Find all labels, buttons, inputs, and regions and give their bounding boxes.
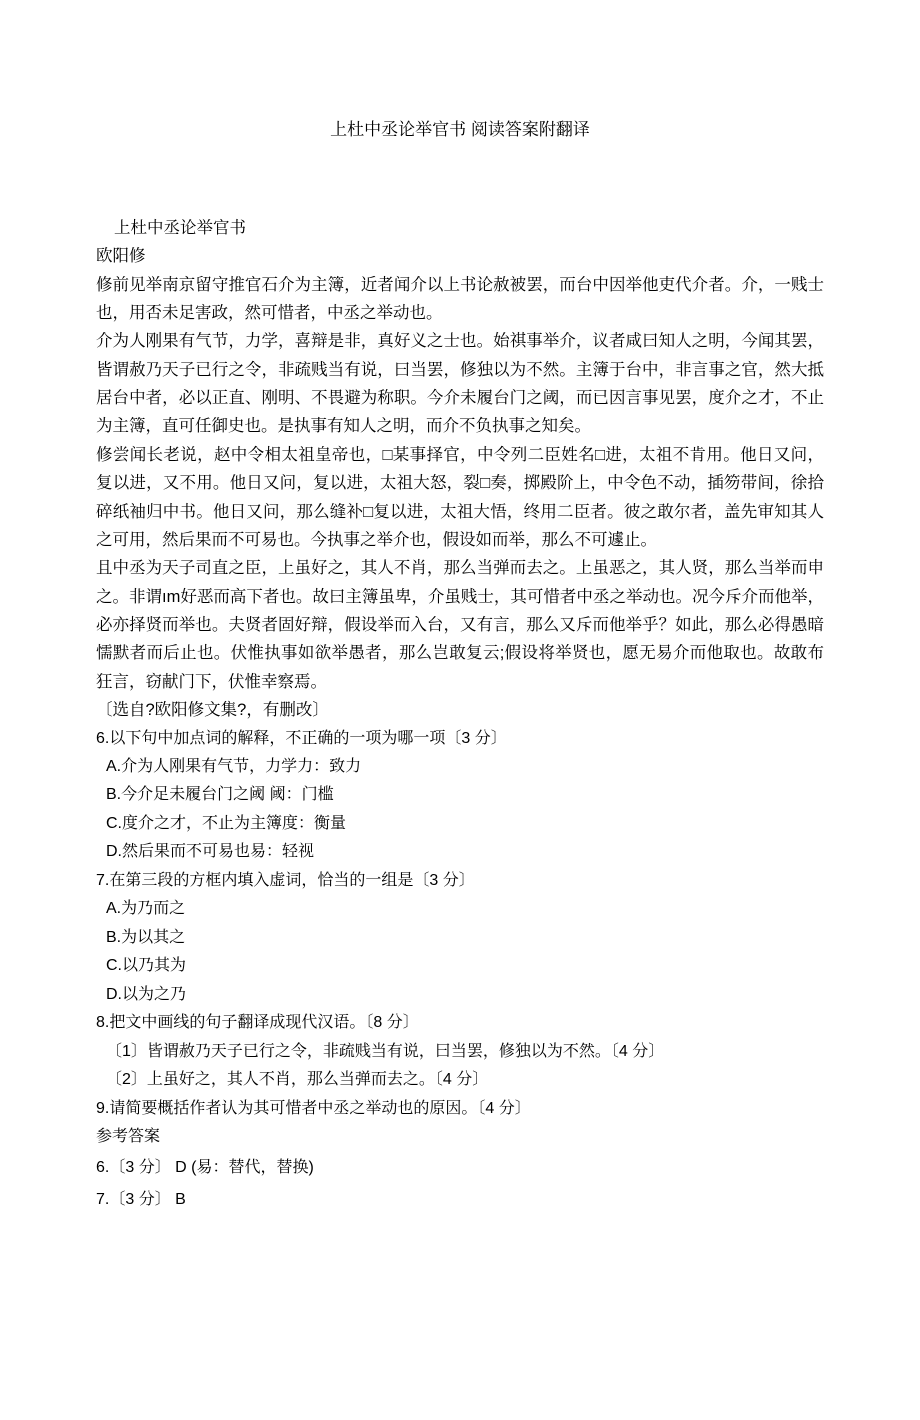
article-author: 欧阳修: [96, 247, 146, 266]
title-spacer: [96, 142, 824, 214]
body-paragraph-1: 修前见举南京留守推官石介为主簿，近者闻介以上书论赦被罢，而台中因举他吏代介者。介，一贱士也，用否未足害政，然可惜者，中丞之举动也。: [96, 275, 824, 322]
question-7-option-a: A.为乃而之: [106, 900, 186, 918]
question-6-option-b: B.今介足未履台门之阈 阈：门槛: [106, 786, 334, 804]
question-7-option-c: C.以乃其为: [106, 957, 187, 975]
question-8-stem: 8.把文中画线的句子翻译成现代汉语。〔8 分〕: [96, 1014, 419, 1032]
article-title: 上杜中丞论举官书: [114, 218, 246, 237]
question-8-item-1: 〔1〕皆谓赦乃天子已行之令，非疏贱当有说，曰当罢，修独以为不然。〔4 分〕: [106, 1042, 665, 1060]
document-page: [0, 118, 920, 1420]
body-paragraph-4: 且中丞为天子司直之臣，上虽好之，其人不肖，那么当弹而去之。上虽恶之，其人贤，那么当举而申之。非谓ım好恶而高下者也。故曰主簿虽卑，介虽贱士，其可惜者中丞之举动也。况今斥介而他举，必亦择贤而举也。夫贤者固好辩，假设举而入台，又有言，那么又斥而他举乎？如此，那么必得愚暗懦默者而后止也。伏惟执事如欲举愚者，那么岂敢复云;假设将举贤也，愿无易介而他取也。故敢布狂言，窃献门下，伏惟幸察焉。: [96, 559, 824, 691]
body-paragraph-3: 修尝闻长老说，赵中令相太祖皇帝也，□某事择官，中令列二臣姓名□进，太祖不肯用。他日又问，复以进，又不用。他日又问，复以进，太祖大怒，裂□奏，掷殿阶上，中令色不动，插笏带间，徐拾碎纸袖归中书。他日又问，那么缝补□复以进，太祖大悟，终用二臣者。彼之敢尔者，盖先审知其人之可用，然后果而不可易也。今执事之举介也，假设如而举，那么不可遽止。: [96, 445, 824, 549]
question-6-option-c: C.度介之才，不止为主簿度：衡量: [106, 814, 347, 832]
question-6-option-a: A.介为人刚果有气节，力学力：致力: [106, 758, 362, 776]
body-paragraph-2: 介为人刚果有气节，力学，喜辩是非，真好义之士也。始祺事举介，议者咸曰知人之明，今闻其罢，皆谓赦乃天子已行之令，非疏贱当有说，曰当罢，修独以为不然。主簿于台中，非言事之官，然大抵居台中者，必以正直、刚明、不畏避为称职。今介未履台门之阈，而已因言事见罢，度介之才，不止为主簿，直可任御史也。是执事有知人之明，而介不负执事之知矣。: [96, 332, 824, 436]
question-6-option-d: D.然后果而不可易也易：轻视: [106, 843, 315, 861]
question-6-stem: 6.以下句中加点词的解释，不正确的一项为哪一项〔3 分〕: [96, 729, 507, 747]
source-note: 〔选自?欧阳修文集?，有删改〕: [96, 701, 329, 720]
answer-7: 7.〔3 分〕 B: [96, 1190, 186, 1208]
page-title: 上杜中丞论举官书 阅读答案附翻译: [330, 120, 590, 139]
question-7-stem: 7.在第三段的方框内填入虚词，恰当的一组是〔3 分〕: [96, 871, 475, 889]
question-8-item-2: 〔2〕上虽好之，其人不肖，那么当弹而去之。〔4 分〕: [106, 1071, 489, 1089]
question-7-option-d: D.以为之乃: [106, 985, 187, 1003]
question-7-option-b: B.为以其之: [106, 928, 186, 946]
answer-6: 6.〔3 分〕 D (易：替代，替换): [96, 1158, 314, 1176]
answers-heading: 参考答案: [96, 1128, 161, 1146]
question-9-stem: 9.请简要概括作者认为其可惜者中丞之举动也的原因。〔4 分〕: [96, 1099, 531, 1117]
